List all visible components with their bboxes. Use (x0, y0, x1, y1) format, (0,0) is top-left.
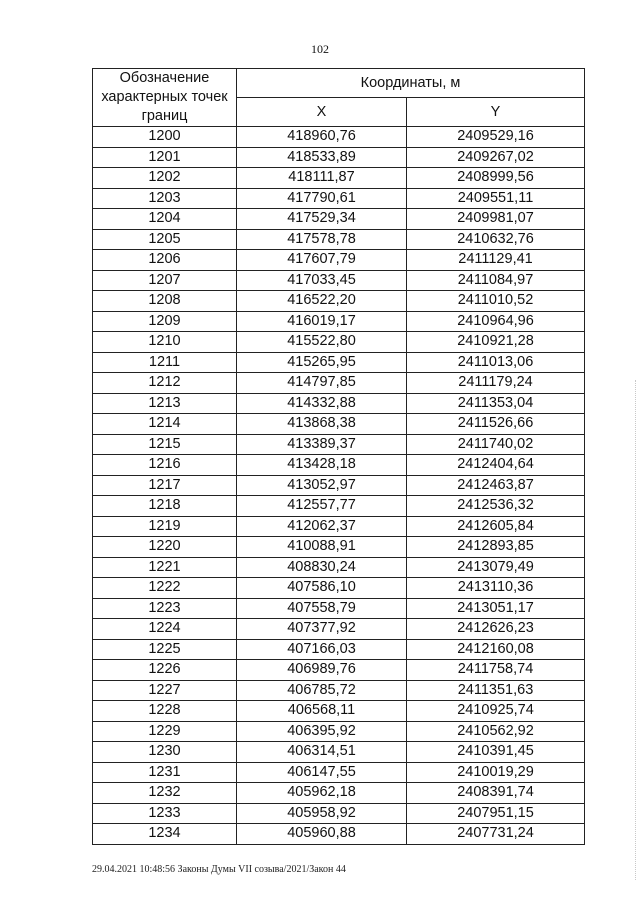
y-coordinate-cell: 2407951,15 (407, 803, 585, 824)
x-coordinate-cell: 406314,51 (237, 742, 407, 763)
table-row (93, 619, 585, 640)
header-coordinates: Координаты, м (237, 69, 585, 98)
table-row (93, 803, 585, 824)
y-coordinate-cell: 2412893,85 (407, 537, 585, 558)
table-row (93, 639, 585, 660)
point-id-cell: 1226 (93, 660, 237, 681)
y-coordinate-cell: 2413079,49 (407, 557, 585, 578)
header-designation: Обозначение характерных точек границ (93, 69, 237, 127)
table-row (93, 311, 585, 332)
y-coordinate-cell: 2409981,07 (407, 209, 585, 230)
y-coordinate-cell: 2410964,96 (407, 311, 585, 332)
point-id-cell: 1234 (93, 824, 237, 845)
table-row (93, 475, 585, 496)
point-id-cell: 1211 (93, 352, 237, 373)
table-row (93, 291, 585, 312)
point-id-cell: 1200 (93, 127, 237, 148)
scan-margin-marks (629, 380, 636, 880)
table-row (93, 455, 585, 476)
y-coordinate-cell: 2411084,97 (407, 270, 585, 291)
x-coordinate-cell: 412557,77 (237, 496, 407, 517)
x-coordinate-cell: 406568,11 (237, 701, 407, 722)
point-id-cell: 1206 (93, 250, 237, 271)
x-coordinate-cell: 413868,38 (237, 414, 407, 435)
table-row (93, 127, 585, 148)
table-row (93, 434, 585, 455)
x-coordinate-cell: 407166,03 (237, 639, 407, 660)
table-row (93, 147, 585, 168)
point-id-cell: 1204 (93, 209, 237, 230)
y-coordinate-cell: 2411010,52 (407, 291, 585, 312)
y-coordinate-cell: 2412463,87 (407, 475, 585, 496)
page-number: 102 (311, 42, 329, 56)
y-coordinate-cell: 2411353,04 (407, 393, 585, 414)
table-row (93, 783, 585, 804)
x-coordinate-cell: 410088,91 (237, 537, 407, 558)
point-id-cell: 1218 (93, 496, 237, 517)
point-id-cell: 1230 (93, 742, 237, 763)
y-coordinate-cell: 2411013,06 (407, 352, 585, 373)
table-body (93, 127, 585, 845)
point-id-cell: 1219 (93, 516, 237, 537)
x-coordinate-cell: 418111,87 (237, 168, 407, 189)
x-coordinate-cell: 417033,45 (237, 270, 407, 291)
table-header (93, 69, 585, 127)
point-id-cell: 1215 (93, 434, 237, 455)
point-id-cell: 1229 (93, 721, 237, 742)
point-id-cell: 1232 (93, 783, 237, 804)
table-row (93, 598, 585, 619)
table-row (93, 332, 585, 353)
point-id-cell: 1201 (93, 147, 237, 168)
x-coordinate-cell: 407377,92 (237, 619, 407, 640)
y-coordinate-cell: 2413051,17 (407, 598, 585, 619)
x-coordinate-cell: 406147,55 (237, 762, 407, 783)
point-id-cell: 1220 (93, 537, 237, 558)
x-coordinate-cell: 405962,18 (237, 783, 407, 804)
y-coordinate-cell: 2407731,24 (407, 824, 585, 845)
point-id-cell: 1203 (93, 188, 237, 209)
x-coordinate-cell: 416522,20 (237, 291, 407, 312)
y-coordinate-cell: 2409551,11 (407, 188, 585, 209)
table-row (93, 168, 585, 189)
point-id-cell: 1225 (93, 639, 237, 660)
table-row (93, 824, 585, 845)
x-coordinate-cell: 417790,61 (237, 188, 407, 209)
y-coordinate-cell: 2409529,16 (407, 127, 585, 148)
x-coordinate-cell: 418533,89 (237, 147, 407, 168)
y-coordinate-cell: 2412536,32 (407, 496, 585, 517)
point-id-cell: 1222 (93, 578, 237, 599)
y-coordinate-cell: 2412626,23 (407, 619, 585, 640)
table-row (93, 660, 585, 681)
point-id-cell: 1233 (93, 803, 237, 824)
table-row (93, 496, 585, 517)
point-id-cell: 1223 (93, 598, 237, 619)
point-id-cell: 1205 (93, 229, 237, 250)
table-row (93, 516, 585, 537)
x-coordinate-cell: 406785,72 (237, 680, 407, 701)
table-row (93, 721, 585, 742)
footer-stamp: 29.04.2021 10:48:56 Законы Думы VII созыва/2021/Закон 44 (92, 864, 346, 875)
y-coordinate-cell: 2413110,36 (407, 578, 585, 599)
y-coordinate-cell: 2408999,56 (407, 168, 585, 189)
point-id-cell: 1202 (93, 168, 237, 189)
point-id-cell: 1212 (93, 373, 237, 394)
point-id-cell: 1221 (93, 557, 237, 578)
x-coordinate-cell: 412062,37 (237, 516, 407, 537)
x-coordinate-cell: 405958,92 (237, 803, 407, 824)
x-coordinate-cell: 414332,88 (237, 393, 407, 414)
table-row (93, 680, 585, 701)
header-y: Y (407, 98, 585, 127)
x-coordinate-cell: 414797,85 (237, 373, 407, 394)
x-coordinate-cell: 417607,79 (237, 250, 407, 271)
point-id-cell: 1213 (93, 393, 237, 414)
point-id-cell: 1208 (93, 291, 237, 312)
table-row (93, 229, 585, 250)
table-row (93, 537, 585, 558)
point-id-cell: 1216 (93, 455, 237, 476)
table-row (93, 762, 585, 783)
x-coordinate-cell: 413052,97 (237, 475, 407, 496)
x-coordinate-cell: 405960,88 (237, 824, 407, 845)
y-coordinate-cell: 2410391,45 (407, 742, 585, 763)
x-coordinate-cell: 415522,80 (237, 332, 407, 353)
y-coordinate-cell: 2410019,29 (407, 762, 585, 783)
point-id-cell: 1224 (93, 619, 237, 640)
x-coordinate-cell: 413389,37 (237, 434, 407, 455)
table-row (93, 393, 585, 414)
point-id-cell: 1214 (93, 414, 237, 435)
table-row (93, 578, 585, 599)
table-row (93, 701, 585, 722)
x-coordinate-cell: 416019,17 (237, 311, 407, 332)
y-coordinate-cell: 2410925,74 (407, 701, 585, 722)
x-coordinate-cell: 417578,78 (237, 229, 407, 250)
table-row (93, 209, 585, 230)
x-coordinate-cell: 413428,18 (237, 455, 407, 476)
point-id-cell: 1209 (93, 311, 237, 332)
point-id-cell: 1227 (93, 680, 237, 701)
coordinates-table (92, 68, 585, 845)
table-row (93, 270, 585, 291)
header-x: X (237, 98, 407, 127)
y-coordinate-cell: 2411740,02 (407, 434, 585, 455)
y-coordinate-cell: 2411179,24 (407, 373, 585, 394)
y-coordinate-cell: 2412160,08 (407, 639, 585, 660)
table-row (93, 188, 585, 209)
point-id-cell: 1207 (93, 270, 237, 291)
point-id-cell: 1231 (93, 762, 237, 783)
y-coordinate-cell: 2412605,84 (407, 516, 585, 537)
y-coordinate-cell: 2410632,76 (407, 229, 585, 250)
table-row (93, 742, 585, 763)
y-coordinate-cell: 2411351,63 (407, 680, 585, 701)
x-coordinate-cell: 415265,95 (237, 352, 407, 373)
y-coordinate-cell: 2410562,92 (407, 721, 585, 742)
y-coordinate-cell: 2412404,64 (407, 455, 585, 476)
x-coordinate-cell: 406989,76 (237, 660, 407, 681)
x-coordinate-cell: 417529,34 (237, 209, 407, 230)
y-coordinate-cell: 2411758,74 (407, 660, 585, 681)
table-row (93, 373, 585, 394)
table-row (93, 352, 585, 373)
point-id-cell: 1210 (93, 332, 237, 353)
table-row (93, 250, 585, 271)
y-coordinate-cell: 2411526,66 (407, 414, 585, 435)
y-coordinate-cell: 2409267,02 (407, 147, 585, 168)
x-coordinate-cell: 407558,79 (237, 598, 407, 619)
y-coordinate-cell: 2411129,41 (407, 250, 585, 271)
point-id-cell: 1217 (93, 475, 237, 496)
table-row (93, 557, 585, 578)
x-coordinate-cell: 418960,76 (237, 127, 407, 148)
table-row (93, 414, 585, 435)
y-coordinate-cell: 2410921,28 (407, 332, 585, 353)
x-coordinate-cell: 408830,24 (237, 557, 407, 578)
x-coordinate-cell: 406395,92 (237, 721, 407, 742)
y-coordinate-cell: 2408391,74 (407, 783, 585, 804)
x-coordinate-cell: 407586,10 (237, 578, 407, 599)
point-id-cell: 1228 (93, 701, 237, 722)
